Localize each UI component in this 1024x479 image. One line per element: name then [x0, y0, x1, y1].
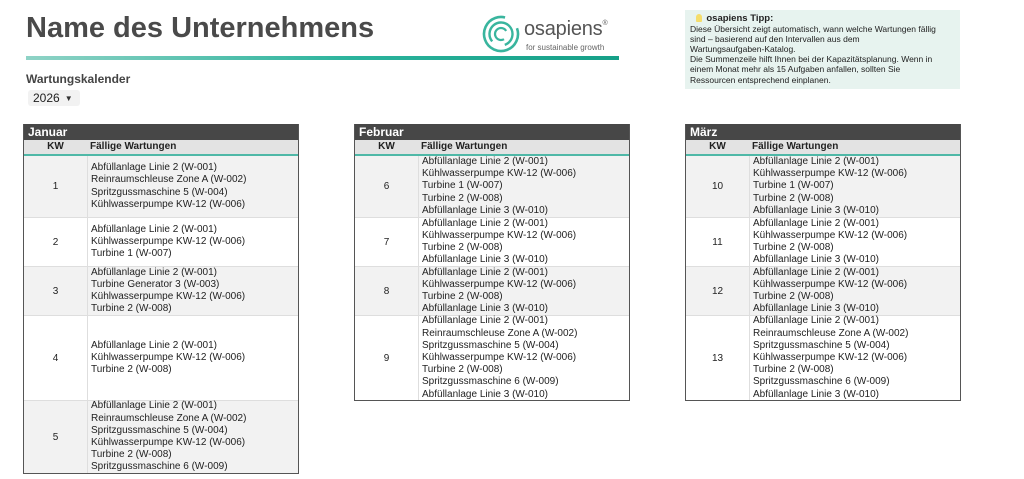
task-item: Kühlwasserpumpe KW-12 (W-006) — [91, 437, 246, 448]
task-item: Abfüllanlage Linie 3 (W-010) — [753, 303, 880, 315]
task-cell — [87, 267, 298, 315]
task-item: Turbine 2 (W-008) — [753, 242, 834, 253]
task-item: Spritzgussmaschine 5 (W-004) — [753, 339, 890, 351]
table-row — [24, 400, 298, 473]
task-item: Abfüllanlage Linie 3 (W-010) — [422, 303, 549, 315]
task-cell — [87, 316, 298, 400]
task-item: Reinraumschleuse Zone A (W-002) — [91, 412, 247, 424]
task-item: Kühlwasserpumpe KW-12 (W-006) — [422, 278, 577, 290]
task-item: Abfüllanlage Linie 2 (W-001) — [753, 315, 880, 327]
task-item: Turbine 2 (W-008) — [91, 303, 172, 315]
kw-number: 10 — [711, 181, 724, 192]
task-item: Turbine 1 (W-007) — [422, 180, 503, 192]
kw-number: 7 — [383, 236, 390, 248]
task-cell — [87, 156, 298, 217]
task-item: Kühlwasserpumpe KW-12 (W-006) — [753, 168, 908, 180]
tip-title: osapiens Tipp: — [706, 13, 774, 24]
task-item: Kühlwasserpumpe KW-12 (W-006) — [91, 198, 246, 210]
logo-tagline: for sustainable growth — [526, 43, 605, 52]
column-header-kw: KW — [378, 141, 395, 152]
month-title: Februar — [355, 124, 629, 140]
table-row — [686, 156, 960, 217]
task-item: Kühlwasserpumpe KW-12 (W-006) — [422, 229, 577, 241]
kw-number: 1 — [52, 181, 59, 192]
task-cell — [418, 156, 629, 217]
column-header-tasks: Fällige Wartungen — [90, 141, 177, 152]
task-item: Abfüllanlage Linie 2 (W-001) — [422, 156, 549, 167]
task-item: Turbine 1 (W-007) — [753, 180, 834, 192]
column-header-row — [24, 140, 298, 156]
table-row — [686, 315, 960, 400]
task-item: Abfüllanlage Linie 2 (W-001) — [753, 266, 880, 278]
osapiens-logo — [482, 15, 622, 55]
table-row — [355, 217, 629, 266]
task-item: Abfüllanlage Linie 3 (W-010) — [753, 204, 880, 216]
task-item: Abfüllanlage Linie 2 (W-001) — [91, 400, 218, 412]
task-item: Turbine 2 (W-008) — [422, 364, 503, 376]
kw-number: 4 — [52, 352, 59, 364]
month-table — [23, 124, 299, 474]
task-item: Turbine 2 (W-008) — [753, 291, 834, 302]
tip-line: sind – basierend auf den Intervallen aus dem — [690, 34, 860, 45]
task-item: Turbine 2 (W-008) — [422, 242, 503, 253]
kw-number: 11 — [712, 236, 723, 248]
task-item: Spritzgussmaschine 5 (W-004) — [91, 186, 228, 198]
task-item: Turbine Generator 3 (W-003) — [91, 278, 220, 290]
tip-line: Wartungsaufgaben-Katalog. — [690, 44, 796, 55]
kw-number: 9 — [383, 352, 390, 364]
task-item: Abfüllanlage Linie 2 (W-001) — [422, 315, 549, 327]
task-item: Turbine 2 (W-008) — [91, 449, 172, 461]
kw-number: 13 — [711, 352, 724, 364]
table-row — [24, 217, 298, 266]
task-item: Abfüllanlage Linie 2 (W-001) — [91, 162, 218, 174]
task-item: Reinraumschleuse Zone A (W-002) — [753, 327, 909, 339]
task-item: Abfüllanlage Linie 2 (W-001) — [422, 217, 549, 229]
kw-number: 3 — [52, 285, 59, 297]
tip-line: einem Monat mehr als 15 Aufgaben anfallen, sollten Sie — [690, 64, 901, 75]
task-item: Abfüllanlage Linie 2 (W-001) — [753, 156, 880, 167]
lightbulb-icon — [696, 14, 702, 22]
table-row — [24, 315, 298, 400]
month-table — [354, 124, 630, 401]
task-item: Kühlwasserpumpe KW-12 (W-006) — [422, 168, 577, 180]
task-item: Kühlwasserpumpe KW-12 (W-006) — [422, 351, 577, 363]
column-header-row — [355, 140, 629, 156]
task-item: Kühlwasserpumpe KW-12 (W-006) — [91, 235, 246, 247]
task-item: Abfüllanlage Linie 2 (W-001) — [91, 339, 218, 351]
task-item: Kühlwasserpumpe KW-12 (W-006) — [91, 291, 246, 302]
task-item: Turbine 2 (W-008) — [91, 364, 172, 376]
column-header-kw: KW — [47, 141, 64, 152]
task-item: Spritzgussmaschine 6 (W-009) — [422, 376, 559, 388]
kw-number: 8 — [383, 285, 390, 297]
tip-line: Diese Übersicht zeigt automatisch, wann welche Wartungen fällig — [690, 24, 936, 35]
task-item: Abfüllanlage Linie 3 (W-010) — [422, 388, 549, 400]
task-item: Kühlwasserpumpe KW-12 (W-006) — [753, 351, 908, 363]
column-header-row — [686, 140, 960, 156]
task-item: Spritzgussmaschine 5 (W-004) — [91, 424, 228, 436]
column-header-kw: KW — [709, 141, 726, 152]
task-cell — [418, 267, 629, 315]
caret-down-icon: ▼ — [64, 93, 73, 103]
table-row — [355, 266, 629, 315]
task-item: Kühlwasserpumpe KW-12 (W-006) — [753, 229, 908, 241]
logo-name: osapiens® — [524, 18, 608, 40]
kw-number: 2 — [52, 236, 59, 248]
task-item: Spritzgussmaschine 5 (W-004) — [422, 339, 559, 351]
table-row — [355, 315, 629, 400]
task-cell — [749, 267, 960, 315]
task-item: Turbine 2 (W-008) — [753, 192, 834, 204]
kw-number: 6 — [383, 181, 390, 192]
year-select-value: 2026 — [33, 91, 60, 105]
task-cell — [418, 218, 629, 266]
table-row — [686, 266, 960, 315]
tip-line: Die Summenzeile hilft Ihnen bei der Kapazitätsplanung. Wenn in — [690, 54, 933, 65]
column-header-tasks: Fällige Wartungen — [421, 141, 508, 152]
kw-number: 12 — [711, 285, 724, 297]
task-item: Abfüllanlage Linie 2 (W-001) — [753, 217, 880, 229]
table-row — [686, 217, 960, 266]
table-row — [24, 156, 298, 217]
kw-number: 5 — [52, 431, 59, 443]
task-item: Abfüllanlage Linie 2 (W-001) — [422, 266, 549, 278]
year-select[interactable] — [28, 90, 80, 106]
table-row — [24, 266, 298, 315]
task-cell — [87, 401, 298, 473]
company-name: Name des Unternehmens — [26, 12, 375, 44]
task-cell — [749, 316, 960, 400]
month-table — [685, 124, 961, 401]
header-accent-line — [26, 56, 619, 60]
task-item: Spritzgussmaschine 6 (W-009) — [753, 376, 890, 388]
task-item: Abfüllanlage Linie 3 (W-010) — [753, 254, 880, 266]
month-title: Januar — [24, 124, 298, 140]
tip-text — [690, 24, 955, 85]
task-item: Kühlwasserpumpe KW-12 (W-006) — [753, 278, 908, 290]
task-cell — [749, 218, 960, 266]
task-cell — [418, 316, 629, 400]
task-item: Turbine 2 (W-008) — [753, 364, 834, 376]
task-item: Turbine 2 (W-008) — [422, 192, 503, 204]
tip-box — [685, 10, 960, 89]
column-header-tasks: Fällige Wartungen — [752, 141, 839, 152]
task-cell — [87, 218, 298, 266]
task-item: Turbine 2 (W-008) — [422, 291, 503, 302]
tip-line: Ressourcen entsprechend einplanen. — [690, 74, 831, 85]
task-item: Turbine 1 (W-007) — [91, 248, 172, 260]
osapiens-logo-icon — [482, 15, 520, 53]
task-item: Abfüllanlage Linie 3 (W-010) — [422, 204, 549, 216]
task-item: Spritzgussmaschine 6 (W-009) — [91, 461, 228, 473]
task-item: Abfüllanlage Linie 3 (W-010) — [753, 388, 880, 400]
table-row — [355, 156, 629, 217]
task-item: Abfüllanlage Linie 3 (W-010) — [422, 254, 549, 266]
task-item: Kühlwasserpumpe KW-12 (W-006) — [91, 351, 246, 363]
task-item: Abfüllanlage Linie 2 (W-001) — [91, 223, 218, 235]
task-item: Reinraumschleuse Zone A (W-002) — [91, 174, 247, 186]
task-item: Abfüllanlage Linie 2 (W-001) — [91, 266, 218, 278]
task-cell — [749, 156, 960, 217]
task-item: Reinraumschleuse Zone A (W-002) — [422, 327, 578, 339]
month-title: März — [686, 124, 960, 140]
section-label: Wartungskalender — [26, 72, 131, 86]
